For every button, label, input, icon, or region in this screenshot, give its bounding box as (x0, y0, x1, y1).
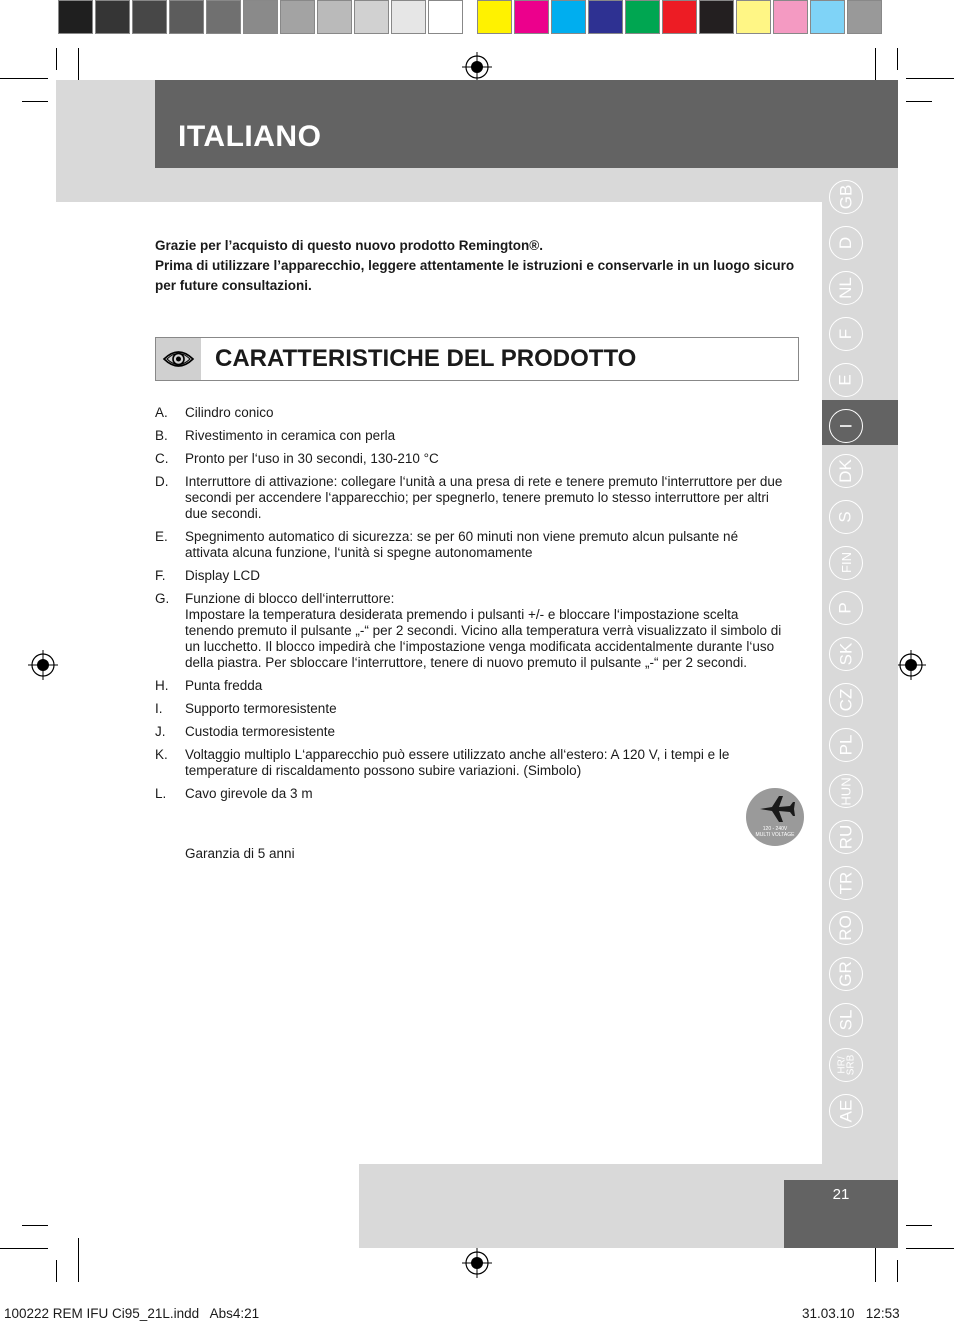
crop-mark (22, 101, 48, 102)
color-swatch (736, 0, 771, 34)
list-item-letter: D. (155, 474, 169, 489)
color-swatch (551, 0, 586, 34)
color-swatch (773, 0, 808, 34)
section-header (155, 337, 799, 381)
list-item-text: Punta fredda (185, 678, 263, 693)
intro-line-1: Grazie per l’acquisto di questo nuovo prodotto Remington®. (155, 238, 543, 253)
list-item-letter: J. (155, 724, 166, 739)
list-item-text: Spegnimento automatico di sicurezza: se per 60 minuti non viene premuto alcun pulsante né attivata alcuna funzione, l‘unità si spegne autonomamente (185, 529, 739, 560)
list-item-letter: F. (155, 568, 166, 583)
gray-swatch (428, 0, 463, 34)
list-item-text: Voltaggio multiplo L‘apparecchio può essere utilizzato anche all‘estero: A 120 V, i tempi e le temperature di riscaldamento possono subire variazioni. (Simbolo) (185, 747, 730, 778)
list-item-letter: L. (155, 786, 167, 801)
list-item-letter: H. (155, 678, 169, 693)
language-tab-dk[interactable]: DK (829, 454, 863, 488)
language-tab-cz[interactable]: CZ (829, 683, 863, 717)
list-item-text: Cavo girevole da 3 m (185, 786, 313, 801)
crop-mark (22, 1225, 48, 1226)
crop-mark (906, 78, 954, 79)
language-tab-ru[interactable]: RU (829, 820, 863, 854)
color-calibration-bar (58, 0, 884, 38)
gray-swatch (354, 0, 389, 34)
badge-label: MULTI VOLTAGE (755, 832, 795, 838)
color-swatch (847, 0, 882, 34)
intro-line-2: Prima di utilizzare l’apparecchio, leggere attentamente le istruzioni e conservarle in un luogo sicuro per future consultazioni. (155, 258, 795, 293)
list-item-letter: E. (155, 529, 168, 544)
language-tab-d[interactable]: D (829, 226, 863, 260)
list-item (155, 428, 785, 444)
list-item-text: Display LCD (185, 568, 261, 583)
list-item (155, 529, 785, 561)
language-tab-p[interactable]: P (829, 591, 863, 625)
list-item-letter: I. (155, 701, 163, 716)
page-title: ITALIANO (178, 120, 322, 153)
language-tab-i[interactable]: I (829, 409, 863, 443)
list-item (155, 451, 785, 467)
crop-mark (0, 78, 48, 79)
gray-swatch (58, 0, 93, 34)
color-swatch (477, 0, 512, 34)
language-tab-sk[interactable]: SK (829, 637, 863, 671)
crop-mark (897, 1260, 898, 1282)
gray-swatch (391, 0, 426, 34)
gray-swatch (280, 0, 315, 34)
list-item (155, 724, 785, 740)
language-tab-ro[interactable]: RO (829, 911, 863, 945)
section-title: CARATTERISTICHE DEL PRODOTTO (215, 345, 637, 372)
color-swatch (625, 0, 660, 34)
list-item-letter: A. (155, 405, 168, 420)
list-item-text: Interruttore di attivazione: collegare l‘unità a una presa di rete e tenere premuto l‘interruttore per due secondi per accendere l‘apparecchio; per spegnerlo, tenere premuto lo stesso interruttore per altri due secondi. (185, 474, 783, 521)
list-item-text: Rivestimento in ceramica con perla (185, 428, 396, 443)
list-item-letter: C. (155, 451, 169, 466)
list-item (155, 405, 785, 421)
list-item (155, 701, 785, 717)
list-item-letter: G. (155, 591, 170, 606)
gray-swatch (243, 0, 278, 34)
badge-voltage: 120 - 240V (762, 826, 788, 832)
registration-target-icon (462, 1248, 492, 1278)
language-tab-s[interactable]: S (829, 500, 863, 534)
list-item (155, 568, 785, 584)
language-tab-fin[interactable]: FIN (829, 546, 863, 580)
list-item-text: Funzione di blocco dell‘interruttore: Impostare la temperatura desiderata premendo i pulsanti +/- e bloccare l‘impostazione scelta tenendo premuto il pulsante „-“ per 2 secondi. Vicino alla temperatura verrà visualizzato il simbolo di un lucchetto. Il blocco impedirà che l‘impostazione venga modificata accidentalmente durante l‘uso della piastra. Per sbloccare l‘interruttore, tenere di nuovo premuto il pulsante „-“ per 2 secondi. (185, 591, 782, 670)
feature-list (155, 405, 785, 809)
eye-icon (156, 338, 201, 380)
language-tab-gr[interactable]: GR (829, 957, 863, 991)
language-tab-gb[interactable]: GB (829, 180, 863, 214)
intro-text (155, 236, 795, 296)
list-item (155, 474, 785, 522)
list-item-text: Custodia termoresistente (185, 724, 336, 739)
crop-mark (906, 101, 932, 102)
language-tab-nl[interactable]: NL (829, 271, 863, 305)
crop-mark (56, 48, 57, 70)
list-item-text: Cilindro conico (185, 405, 274, 420)
badge-text (746, 826, 804, 838)
list-item (155, 678, 785, 694)
list-item-letter: K. (155, 747, 168, 762)
registration-target-icon (462, 52, 492, 82)
registration-target-icon (28, 650, 58, 680)
list-item (155, 786, 785, 802)
language-tab-tr[interactable]: TR (829, 866, 863, 900)
language-tab-ae[interactable]: AE (829, 1094, 863, 1128)
crop-mark (897, 48, 898, 70)
gray-swatch (169, 0, 204, 34)
list-item (155, 591, 785, 671)
crop-mark (906, 1225, 932, 1226)
list-item-text: Pronto per l‘uso in 30 secondi, 130-210 °C (185, 451, 439, 466)
registration-target-icon (896, 650, 926, 680)
print-slug-file: 100222 REM IFU Ci95_21L.indd Abs4:21 (4, 1306, 260, 1321)
language-tab-e[interactable]: E (829, 363, 863, 397)
language-tab-f[interactable]: F (829, 317, 863, 351)
list-item-text: Supporto termoresistente (185, 701, 337, 716)
gray-swatch (132, 0, 167, 34)
color-swatch (588, 0, 623, 34)
language-tab-pl[interactable]: PL (829, 728, 863, 762)
crop-mark (906, 1248, 954, 1249)
gray-swatch (95, 0, 130, 34)
color-swatch (662, 0, 697, 34)
gray-swatch (206, 0, 241, 34)
warranty-text: Garanzia di 5 anni (185, 846, 295, 861)
color-swatch (699, 0, 734, 34)
swatch-gap (465, 0, 477, 38)
print-slug-date: 31.03.10 12:53 (802, 1306, 900, 1321)
crop-mark (0, 1248, 48, 1249)
crop-mark (78, 1238, 79, 1282)
airplane-icon (746, 788, 804, 828)
list-item-letter: B. (155, 428, 168, 443)
gray-swatch (317, 0, 352, 34)
list-item (155, 747, 785, 779)
crop-mark (56, 1260, 57, 1282)
color-swatch (514, 0, 549, 34)
language-tab-hun[interactable]: HUN (829, 774, 863, 808)
page-number: 21 (832, 1186, 850, 1203)
language-tab-hr-srb[interactable]: HR/ SRB (829, 1048, 863, 1082)
color-swatch (810, 0, 845, 34)
section-icon-box (156, 338, 201, 380)
language-tab-sl[interactable]: SL (829, 1003, 863, 1037)
